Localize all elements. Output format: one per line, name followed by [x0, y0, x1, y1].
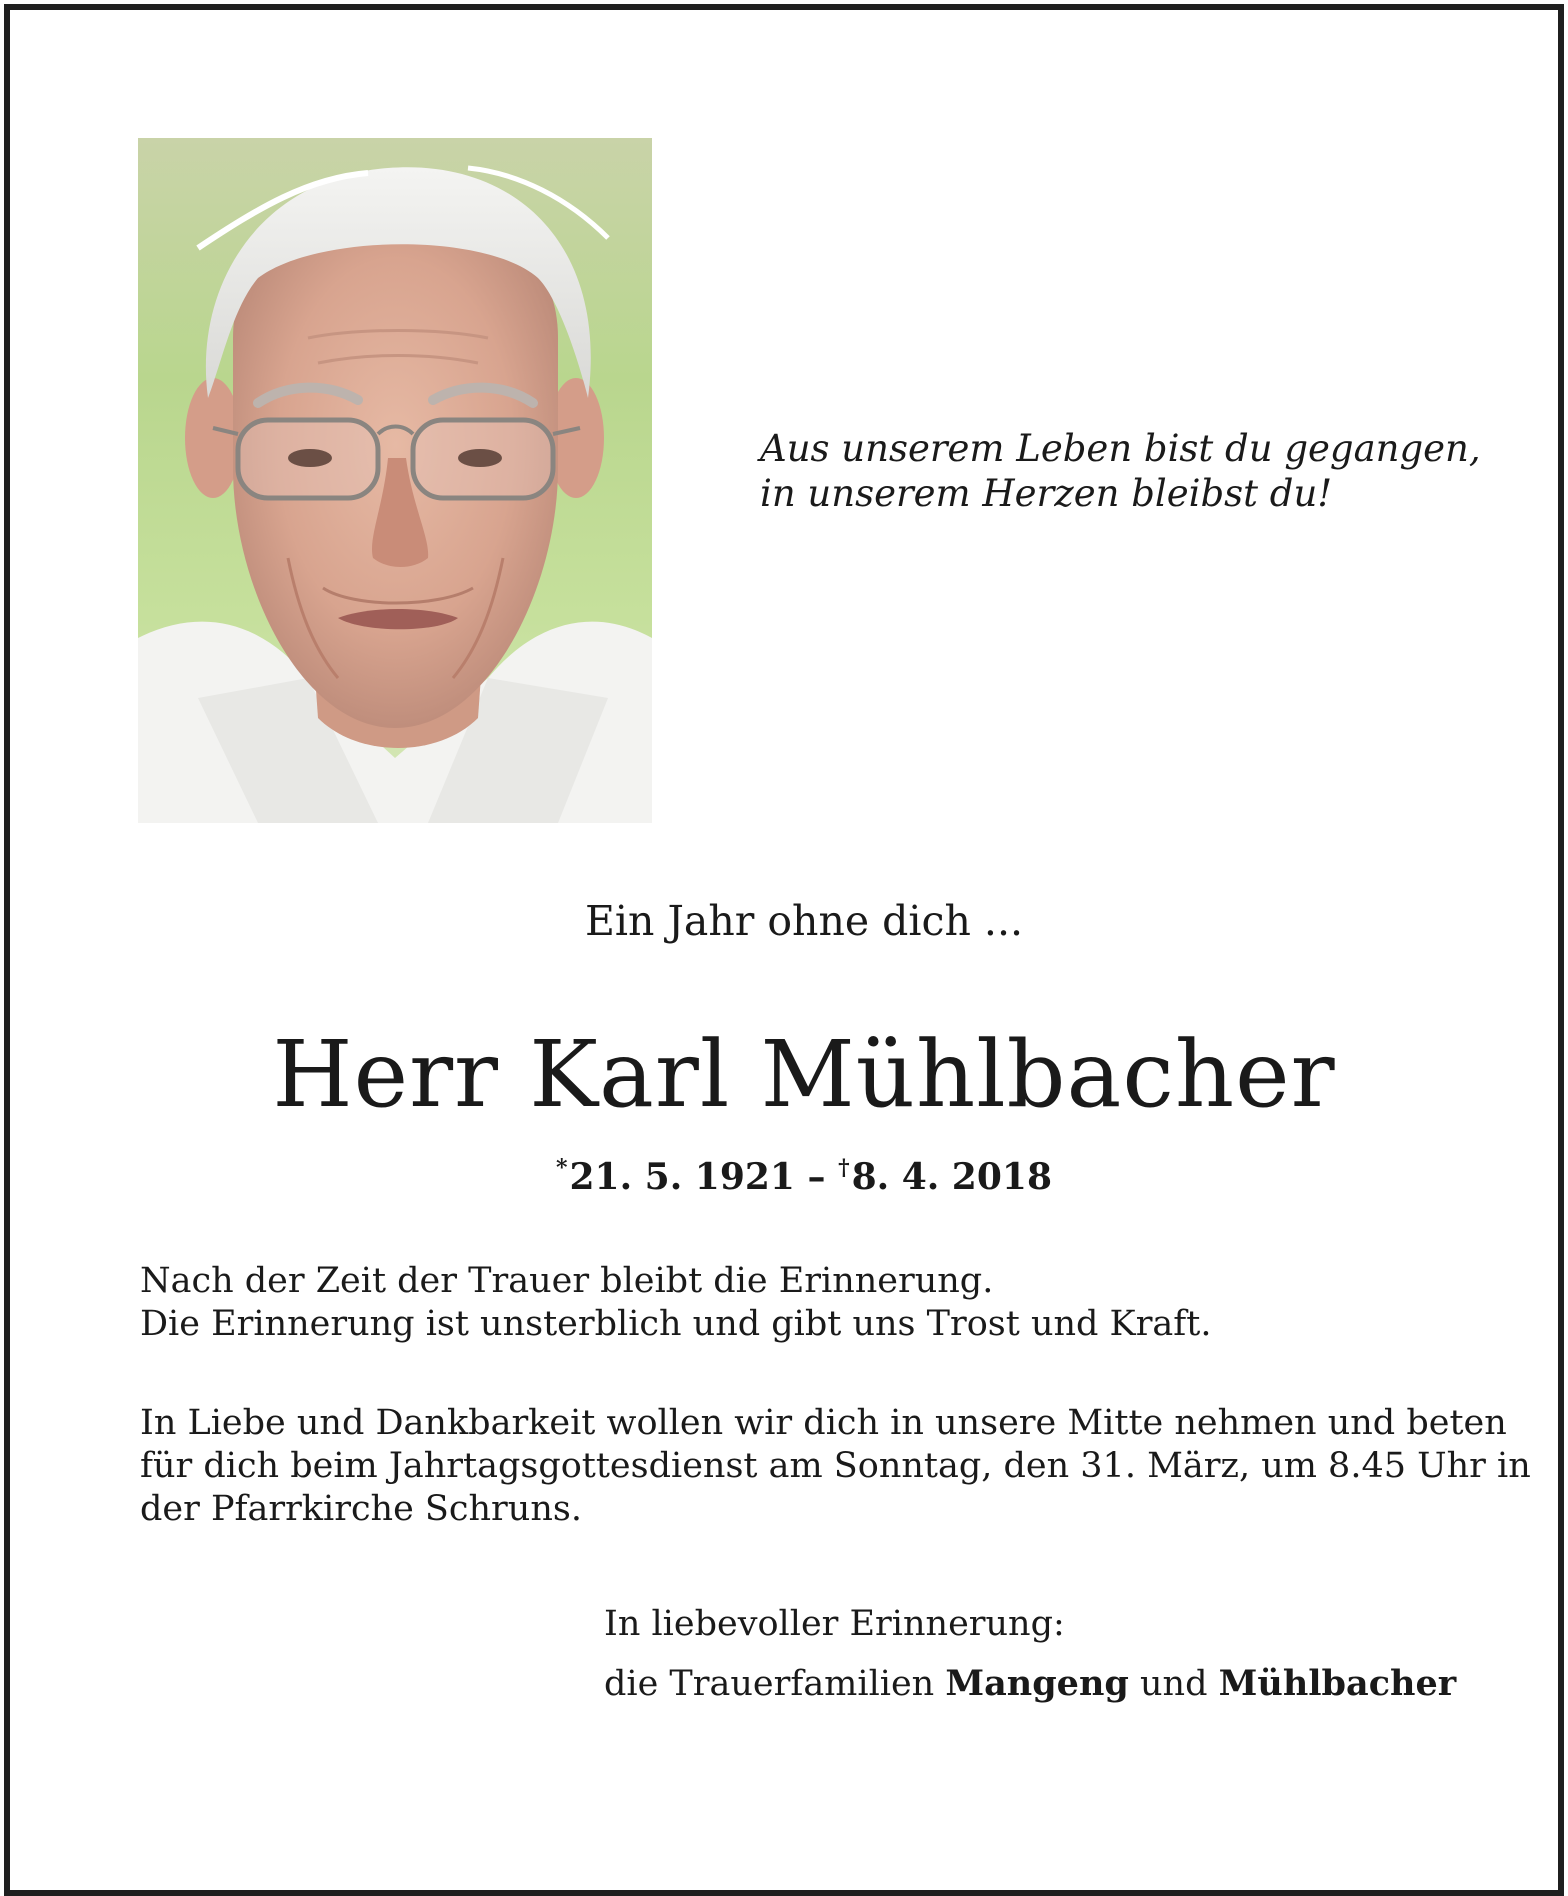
obituary-frame — [4, 4, 1564, 1896]
family-name-mangeng: Mangeng — [945, 1663, 1129, 1704]
intro-line: Ein Jahr ohne dich ... — [584, 897, 1024, 945]
service-line-1: In Liebe und Dankbarkeit wollen wir dich in unsere Mitte nehmen und beten — [140, 1403, 1507, 1443]
motto-line-2: in unserem Herzen bleibst du! — [760, 472, 1333, 515]
portrait-photo — [138, 138, 652, 823]
deceased-name: Herr Karl Mühlbacher — [272, 1021, 1336, 1128]
service-line-2: für dich beim Jahrtagsgottesdienst am Sonntag, den 31. März, um 8.45 Uhr in — [140, 1446, 1531, 1486]
family-name-muehlbacher: Mühlbacher — [1218, 1663, 1457, 1704]
closing-conjunction: und — [1128, 1664, 1219, 1704]
memory-paragraph — [140, 1260, 1460, 1346]
closing-line-1: In liebevoller Erinnerung: — [604, 1604, 1065, 1644]
closing-line-2 — [604, 1654, 1504, 1714]
service-line-3: der Pfarrkirche Schruns. — [140, 1489, 582, 1529]
closing-prefix: die Trauerfamilien — [604, 1664, 946, 1704]
closing-signature — [604, 1595, 1504, 1714]
life-dates — [24, 1145, 1568, 1200]
service-paragraph — [140, 1402, 1531, 1531]
motto-quote — [760, 426, 1480, 516]
birth-date: 21. 5. 1921 — [569, 1156, 795, 1198]
memory-line-2: Die Erinnerung ist unsterblich und gibt uns Trost und Kraft. — [140, 1304, 1212, 1344]
date-separator: – — [794, 1156, 839, 1198]
memory-line-1: Nach der Zeit der Trauer bleibt die Erinnerung. — [140, 1261, 994, 1301]
death-symbol: † — [838, 1155, 850, 1181]
birth-symbol: * — [555, 1155, 568, 1181]
death-date: 8. 4. 2018 — [851, 1156, 1053, 1198]
motto-line-1: Aus unserem Leben bist du gegangen, — [760, 427, 1481, 470]
